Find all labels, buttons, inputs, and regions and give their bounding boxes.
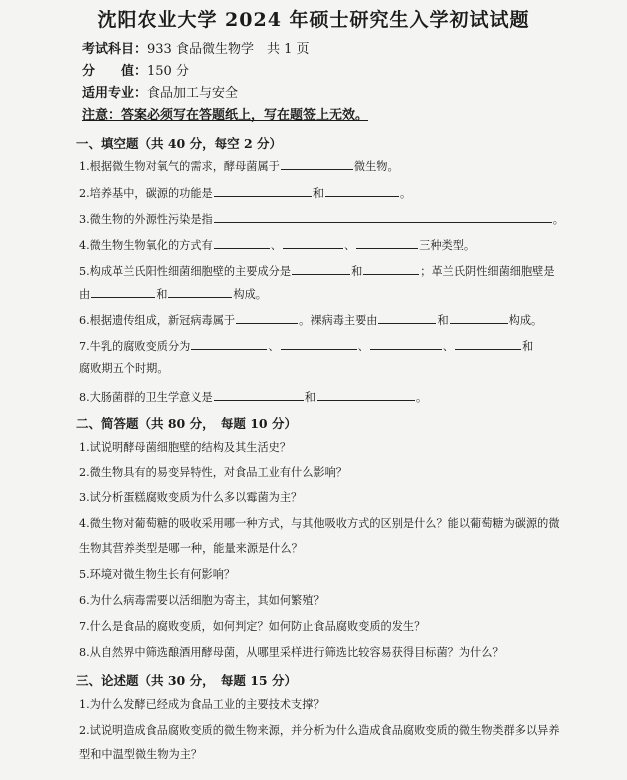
short-question-1: 1.试说明酵母菌细胞壁的结构及其生活史？ [79, 441, 292, 454]
q1-text: 1.根据微生物对氧气的需求，酵母菌属于 [79, 160, 280, 173]
score-label: 分 值： [82, 64, 148, 79]
subject-line [82, 38, 310, 57]
answer-blank [356, 237, 418, 249]
answer-blank [214, 389, 304, 401]
short-question-4-line-2: 生物其营养类型是哪一种，能量来源是什么？ [79, 542, 303, 555]
short-question-6: 6.为什么病毒需要以活细胞为寄主，其如何繁殖？ [79, 594, 325, 607]
major-value: 食品加工与安全 [147, 86, 239, 101]
q2-and: 和 [312, 187, 324, 200]
answer-blank [214, 237, 270, 249]
answer-blank [292, 263, 350, 275]
answer-blank [281, 158, 353, 170]
answer-blank [363, 263, 419, 275]
major-label: 适用专业： [82, 86, 148, 101]
answer-blank [317, 389, 415, 401]
answer-blank [283, 237, 343, 249]
essay-question-2-line-1: 2.试说明造成食品腐败变质的微生物来源，并分析为什么造成食品腐败变质的微生物类群多以异养 [79, 724, 560, 737]
q5-tail: 构成。 [233, 288, 267, 301]
fill-question-5-line-1 [79, 263, 555, 280]
q6-tail: 构成。 [508, 314, 543, 327]
q3-text: 3.微生物的外源性污染是指 [79, 213, 213, 226]
fill-question-2 [79, 185, 411, 202]
answer-blank [370, 338, 442, 350]
fill-question-1 [79, 158, 399, 175]
short-question-2: 2.微生物具有的易变异特性，对食品工业有什么影响？ [79, 466, 347, 479]
fill-question-3 [79, 211, 564, 228]
short-question-3: 3.试分析蛋糕腐败变质为什么多以霉菌为主？ [79, 491, 303, 504]
q5-text-2: ；革兰氏阴性细菌细胞壁是 [420, 265, 555, 278]
section-fill-in-heading: 一、填空题（共 40 分，每空 2 分） [76, 136, 283, 151]
q5-and: 和 [156, 288, 168, 301]
short-question-7: 7.什么是食品的腐败变质，如何判定？如何防止食品腐败变质的发生？ [79, 620, 426, 633]
fill-question-6 [79, 312, 542, 329]
fill-question-7-line-1 [79, 338, 533, 355]
fill-question-8 [79, 389, 427, 406]
q1-tail: 微生物。 [353, 160, 399, 173]
short-question-8: 8.从自然界中筛选酿酒用酵母菌，从哪里采样进行筛选比较容易获得目标菌？为什么？ [79, 646, 504, 659]
essay-question-2-line-2: 型和中温型微生物为主？ [79, 748, 203, 761]
q8-and: 和 [304, 391, 316, 404]
notice: 注意：答案必须写在答题纸上，写在题签上无效。 [82, 108, 369, 123]
q5-text-3: 由 [79, 288, 91, 301]
q3-tail: 。 [552, 213, 564, 226]
q7-sep: 、 [357, 340, 369, 353]
short-question-5: 5.环境对微生物生长有何影响？ [79, 568, 236, 581]
q8-text: 8.大肠菌群的卫生学意义是 [79, 391, 213, 404]
q6-text-2: 。裸病毒主要由 [299, 314, 378, 327]
answer-blank [168, 286, 232, 298]
subject-value: 933 食品微生物学 共 1 页 [147, 42, 310, 57]
essay-question-1: 1.为什么发酵已经成为食品工业的主要技术支撑？ [79, 698, 325, 711]
answer-blank [236, 312, 298, 324]
short-question-4-line-1: 4.微生物对葡萄糖的吸收采用哪一种方式，与其他吸收方式的区别是什么？能以葡萄糖为碳源的微 [79, 517, 560, 530]
answer-blank [455, 338, 521, 350]
q4-sep: 、 [270, 239, 282, 252]
section-essay-heading: 三、论述题（共 30 分， 每题 15 分） [76, 673, 297, 688]
score-value: 150 分 [147, 64, 189, 79]
answer-blank [450, 312, 508, 324]
score-line [82, 60, 189, 79]
q6-text: 6.根据遗传组成，新冠病毒属于 [79, 314, 236, 327]
q8-tail: 。 [415, 391, 428, 404]
q7-text: 7.牛乳的腐败变质分为 [79, 340, 191, 353]
q5-and: 和 [351, 265, 363, 278]
q7-sep: 、 [442, 340, 454, 353]
q4-text: 4.微生物生物氧化的方式有 [79, 239, 213, 252]
q5-text: 5.构成革兰氏阳性细菌细胞壁的主要成分是 [79, 265, 292, 278]
q2-text: 2.培养基中，碳源的功能是 [79, 187, 213, 200]
fill-question-7-line-2: 腐败期五个时期。 [79, 362, 169, 375]
fill-question-4 [79, 237, 475, 254]
fill-question-5-line-2 [79, 286, 267, 303]
q7-sep: 、 [268, 340, 280, 353]
answer-blank [91, 286, 155, 298]
subject-label: 考试科目： [82, 42, 148, 57]
q7-and: 和 [521, 340, 534, 353]
major-line [82, 82, 238, 101]
q6-and: 和 [437, 314, 449, 327]
exam-title: 沈阳农业大学 2024 年硕士研究生入学初试试题 [97, 9, 530, 31]
answer-blank [325, 185, 399, 197]
answer-blank [378, 312, 436, 324]
section-short-answer-heading: 二、简答题（共 80 分， 每题 10 分） [76, 416, 297, 431]
q2-tail: 。 [399, 187, 412, 200]
q4-tail: 三种类型。 [419, 239, 476, 252]
answer-blank [214, 185, 312, 197]
answer-blank [214, 211, 552, 223]
q4-sep: 、 [343, 239, 356, 252]
answer-blank [281, 338, 357, 350]
answer-blank [191, 338, 267, 350]
